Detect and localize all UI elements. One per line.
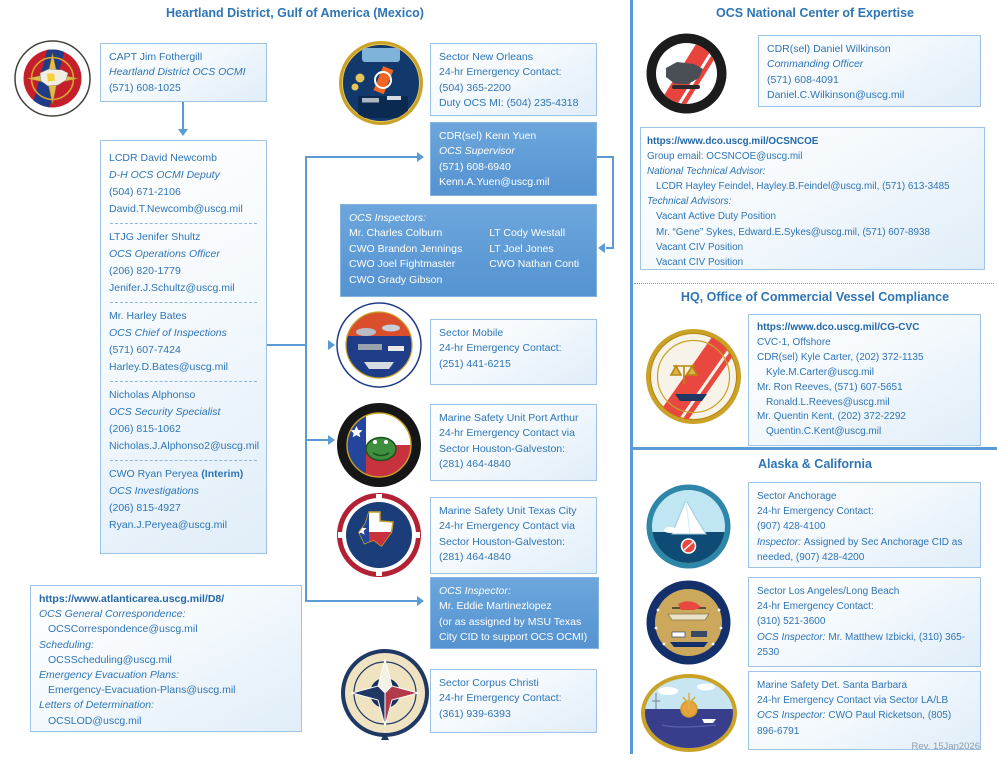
- inspectors-column-2: [489, 226, 588, 288]
- cvc-url-link[interactable]: https://www.dco.uscg.mil/CG-CVC: [757, 322, 920, 333]
- unit-name: Sector Los Angeles/Long Beach: [757, 586, 900, 597]
- sector-new-orleans-seal: [338, 40, 424, 126]
- contact-phone: (281) 464-4840: [439, 551, 511, 564]
- sector-mobile-seal: [336, 302, 422, 388]
- ta-contact: Vacant CIV Position: [656, 241, 744, 253]
- inspector-note: (or as assigned by MSU Texas City CID to support OCS OCMI): [439, 615, 588, 644]
- person-name: LCDR David Newcomb: [109, 152, 217, 164]
- inspector-note: Mr. Matthew Izbicki, (310) 365-2530: [757, 631, 966, 658]
- revision-date: Rev. 15Jan2026: [911, 741, 980, 752]
- unit-name: Marine Safety Det. Santa Barbara: [757, 680, 908, 691]
- ocs-supervisor-box: [430, 122, 597, 196]
- contact-line: Mr. Quentin Kent, (202) 372-2292: [757, 411, 906, 423]
- inspector-name: Mr. Eddie Martinezlopez: [439, 600, 552, 613]
- contact-line: 24-hr Emergency Contact:: [757, 506, 874, 518]
- staff-entry: [109, 150, 258, 218]
- sector-mobile-box: [430, 319, 597, 385]
- ocsncoe-seal: [646, 33, 727, 114]
- left-section-title: Heartland District, Gulf of America (Mexico): [166, 6, 424, 20]
- sector-la-lb-seal: [646, 580, 731, 665]
- msu-port-arthur-seal: [336, 402, 422, 488]
- ocmi-box: [100, 43, 267, 102]
- sector-new-orleans-box: [430, 43, 597, 116]
- ncoe-co-box: [758, 35, 981, 107]
- cvc-subtitle: CVC-1, Offshore: [757, 336, 831, 348]
- ncoe-url-link[interactable]: https://www.dco.uscg.mil/OCSNCOE: [647, 136, 819, 147]
- connector-line: [307, 439, 329, 441]
- vertical-divider: [630, 0, 633, 754]
- contact-line: Duty OCS MI: (504) 235-4318: [439, 97, 579, 110]
- cvc-box: [748, 314, 981, 446]
- sector-anchorage-seal: [646, 484, 731, 569]
- unit-name: Sector New Orleans: [439, 51, 533, 63]
- person-name: Mr. Harley Bates: [109, 310, 187, 322]
- unit-name: Marine Safety Unit Port Arthur: [439, 412, 579, 424]
- msd-santa-barbara-box: [748, 671, 981, 750]
- msu-tc-inspector-box: [430, 577, 599, 649]
- person-name: LTJG Jenifer Shultz: [109, 231, 201, 243]
- connector-line: [267, 344, 307, 346]
- link-email: OCSLOD@uscg.mil: [48, 714, 142, 727]
- contact-phone: (281) 464-4840: [439, 458, 511, 471]
- d8-url-link[interactable]: https://www.atlanticarea.uscg.mil/D8/: [39, 593, 225, 605]
- inspectors-column-1: [349, 226, 489, 288]
- contact-line: 24-hr Emergency Contact via: [439, 520, 575, 533]
- inspector-line: [757, 708, 972, 738]
- inspector-note: Assigned by Sec Anchorage CID as needed, (907) 428-4200: [757, 536, 963, 563]
- link-label: Letters of Determination:: [39, 699, 154, 712]
- link-email: OCSCorrespondence@uscg.mil: [48, 623, 198, 636]
- inspector-name: CWO Nathan Conti: [489, 258, 580, 271]
- connector-line: [612, 156, 614, 249]
- ta-contact: Vacant Active Duty Position: [656, 211, 777, 223]
- akca-section-title: Alaska & California: [758, 457, 872, 471]
- person-email: Harley.D.Bates@uscg.mil: [109, 361, 228, 373]
- link-label: OCS General Correspondence:: [39, 608, 186, 621]
- person-phone: (571) 608-6940: [439, 160, 511, 173]
- arrow-right-icon: [417, 596, 424, 606]
- contact-phone: (310) 521-3600: [757, 616, 826, 628]
- d8-links-box: [30, 585, 302, 732]
- sector-la-lb-box: [748, 577, 981, 667]
- entry-separator: [110, 223, 257, 224]
- person-name: CDR(sel) Kenn Yuen: [439, 130, 537, 142]
- connector-line: [182, 102, 184, 130]
- staff-entry: [109, 387, 258, 455]
- contact-line: 24-hr Emergency Contact via: [439, 427, 575, 440]
- arrow-right-icon: [328, 340, 335, 350]
- cvc-section-title: HQ, Office of Commercial Vessel Compliance: [680, 290, 950, 304]
- contact-line: Sector Houston-Galveston:: [439, 535, 566, 548]
- person-name: CWO Ryan Peryea (Interim): [109, 468, 244, 480]
- ta-label: Technical Advisors:: [647, 196, 732, 208]
- arrow-down-icon: [178, 129, 188, 136]
- ta-contact: Vacant CIV Position: [656, 256, 744, 268]
- person-role: Commanding Officer: [767, 58, 864, 71]
- contact-line: CDR(sel) Kyle Carter, (202) 372-1135: [757, 351, 924, 363]
- person-role: OCS Operations Officer: [109, 248, 220, 260]
- nta-label: National Technical Advisor:: [647, 166, 766, 178]
- unit-name: Sector Corpus Christi: [439, 677, 539, 689]
- unit-name: Sector Anchorage: [757, 491, 837, 502]
- inspector-line: [757, 630, 972, 660]
- person-email: Nicholas.J.Alphonso2@uscg.mil: [109, 440, 260, 452]
- person-role: Heartland District OCS OCMI: [109, 66, 246, 79]
- sector-corpus-christi-seal: [340, 648, 430, 744]
- inspector-name: Mr. Charles Colburn: [349, 227, 443, 240]
- inspectors-columns: [349, 226, 588, 288]
- person-role: OCS Security Specialist: [109, 406, 221, 418]
- ta-contact: Mr. “Gene” Sykes, Edward.E.Sykes@uscg.mil, (571) 607-8938: [656, 226, 931, 238]
- unit-name: Sector Mobile: [439, 327, 504, 339]
- link-email: OCSScheduling@uscg.mil: [48, 653, 172, 666]
- person-email: Jenifer.J.Schultz@uscg.mil: [109, 282, 235, 294]
- connector-line: [307, 600, 418, 602]
- msd-santa-barbara-seal: [640, 673, 738, 753]
- person-role: OCS Supervisor: [439, 145, 515, 158]
- connector-line: [606, 247, 614, 249]
- ncoe-info-box: [640, 127, 985, 270]
- arrow-right-icon: [328, 435, 335, 445]
- inspectors-label: OCS Inspectors:: [349, 212, 427, 224]
- contact-phone: (251) 441-6215: [439, 357, 511, 370]
- arrow-right-icon: [417, 152, 424, 162]
- contact-line: 24-hr Emergency Contact via Sector LA/LB: [757, 695, 949, 707]
- ocs-inspectors-box: [340, 204, 597, 297]
- contact-line: 24-hr Emergency Contact:: [757, 601, 874, 613]
- arrow-left-icon: [598, 243, 605, 253]
- contact-email: Kyle.M.Carter@uscg.mil: [766, 366, 874, 378]
- link-label: Scheduling:: [39, 638, 94, 651]
- inspector-line: [757, 535, 972, 565]
- msu-texas-city-box: [430, 497, 597, 574]
- person-phone: (206) 815-4927: [109, 502, 181, 514]
- contact-line: Sector Houston-Galveston:: [439, 442, 566, 455]
- person-name: CAPT Jim Fothergill: [109, 51, 203, 63]
- inspector-label: OCS Inspector:: [757, 710, 826, 722]
- district-staff-box: [100, 140, 267, 554]
- entry-separator: [110, 381, 257, 382]
- staff-entry: [109, 229, 258, 297]
- person-phone: (571) 608-1025: [109, 81, 181, 94]
- person-name: CDR(sel) Daniel Wilkinson: [767, 43, 891, 55]
- contact-line: 24-hr Emergency Contact:: [439, 342, 562, 355]
- sector-anchorage-box: [748, 482, 981, 568]
- person-phone: (571) 608-4091: [767, 73, 839, 86]
- inspector-name: CWO Joel Fightmaster: [349, 258, 456, 271]
- entry-separator: [110, 302, 257, 303]
- person-role: OCS Investigations: [109, 485, 199, 497]
- person-email: Kenn.A.Yuen@uscg.mil: [439, 176, 550, 189]
- inspector-name: LT Joel Jones: [489, 242, 554, 255]
- dotted-separator: [634, 283, 994, 284]
- staff-entry: [109, 466, 258, 534]
- msu-port-arthur-box: [430, 404, 597, 481]
- person-role: D-H OCS OCMI Deputy: [109, 169, 220, 181]
- contact-phone: (907) 428-4100: [757, 521, 826, 533]
- nta-contact: LCDR Hayley Feindel, Hayley.B.Feindel@uscg.mil, (571) 613-3485: [656, 181, 950, 193]
- inspector-label: OCS Inspector:: [757, 631, 826, 643]
- inspector-name: CWO Brandon Jennings: [349, 242, 463, 255]
- inspector-label: Inspector:: [757, 536, 801, 548]
- interim-badge: (Interim): [201, 468, 244, 480]
- person-name: Nicholas Alphonso: [109, 389, 196, 401]
- person-email: Ryan.J.Peryea@uscg.mil: [109, 519, 228, 531]
- link-label: Emergency Evacuation Plans:: [39, 669, 180, 682]
- person-email: David.T.Newcomb@uscg.mil: [109, 203, 243, 215]
- solid-separator: [632, 447, 997, 450]
- group-email: Group email: OCSNCOE@uscg.mil: [647, 151, 803, 163]
- person-phone: (206) 815-1062: [109, 423, 181, 435]
- ncoe-section-title: OCS National Center of Expertise: [716, 6, 914, 20]
- msu-texas-city-seal: [336, 492, 422, 578]
- inspector-name: LT Cody Westall: [489, 227, 566, 240]
- contact-line: 24-hr Emergency Contact:: [439, 66, 562, 79]
- person-role: OCS Chief of Inspections: [109, 327, 227, 339]
- link-email: Emergency-Evacuation-Plans@uscg.mil: [48, 684, 236, 697]
- contact-line: Mr. Ron Reeves, (571) 607-5651: [757, 381, 903, 393]
- contact-email: Ronald.L.Reeves@uscg.mil: [766, 396, 890, 408]
- staff-entry: [109, 308, 258, 376]
- contact-line: 24-hr Emergency Contact:: [439, 692, 562, 705]
- connector-line: [307, 156, 418, 158]
- inspector-note: CWO Paul Ricketson, (805) 896-6791: [757, 710, 952, 737]
- unit-name: Marine Safety Unit Texas City: [439, 505, 577, 517]
- inspector-label: OCS Inspector:: [439, 585, 511, 597]
- person-email: Daniel.C.Wilkinson@uscg.mil: [767, 89, 905, 102]
- person-phone: (571) 607-7424: [109, 344, 181, 356]
- contact-email: Quentin.C.Kent@uscg.mil: [766, 426, 882, 438]
- contact-phone: (504) 365-2200: [439, 81, 511, 94]
- entry-separator: [110, 460, 257, 461]
- cvc-seal: [645, 328, 742, 425]
- connector-line: [305, 156, 307, 602]
- person-phone: (206) 820-1779: [109, 265, 181, 277]
- contact-phone: (361) 939-6393: [439, 707, 511, 720]
- inspector-name: CWO Grady Gibson: [349, 273, 443, 286]
- heartland-district-seal: [14, 40, 91, 117]
- sector-corpus-christi-box: [430, 669, 597, 733]
- person-phone: (504) 671-2106: [109, 186, 181, 198]
